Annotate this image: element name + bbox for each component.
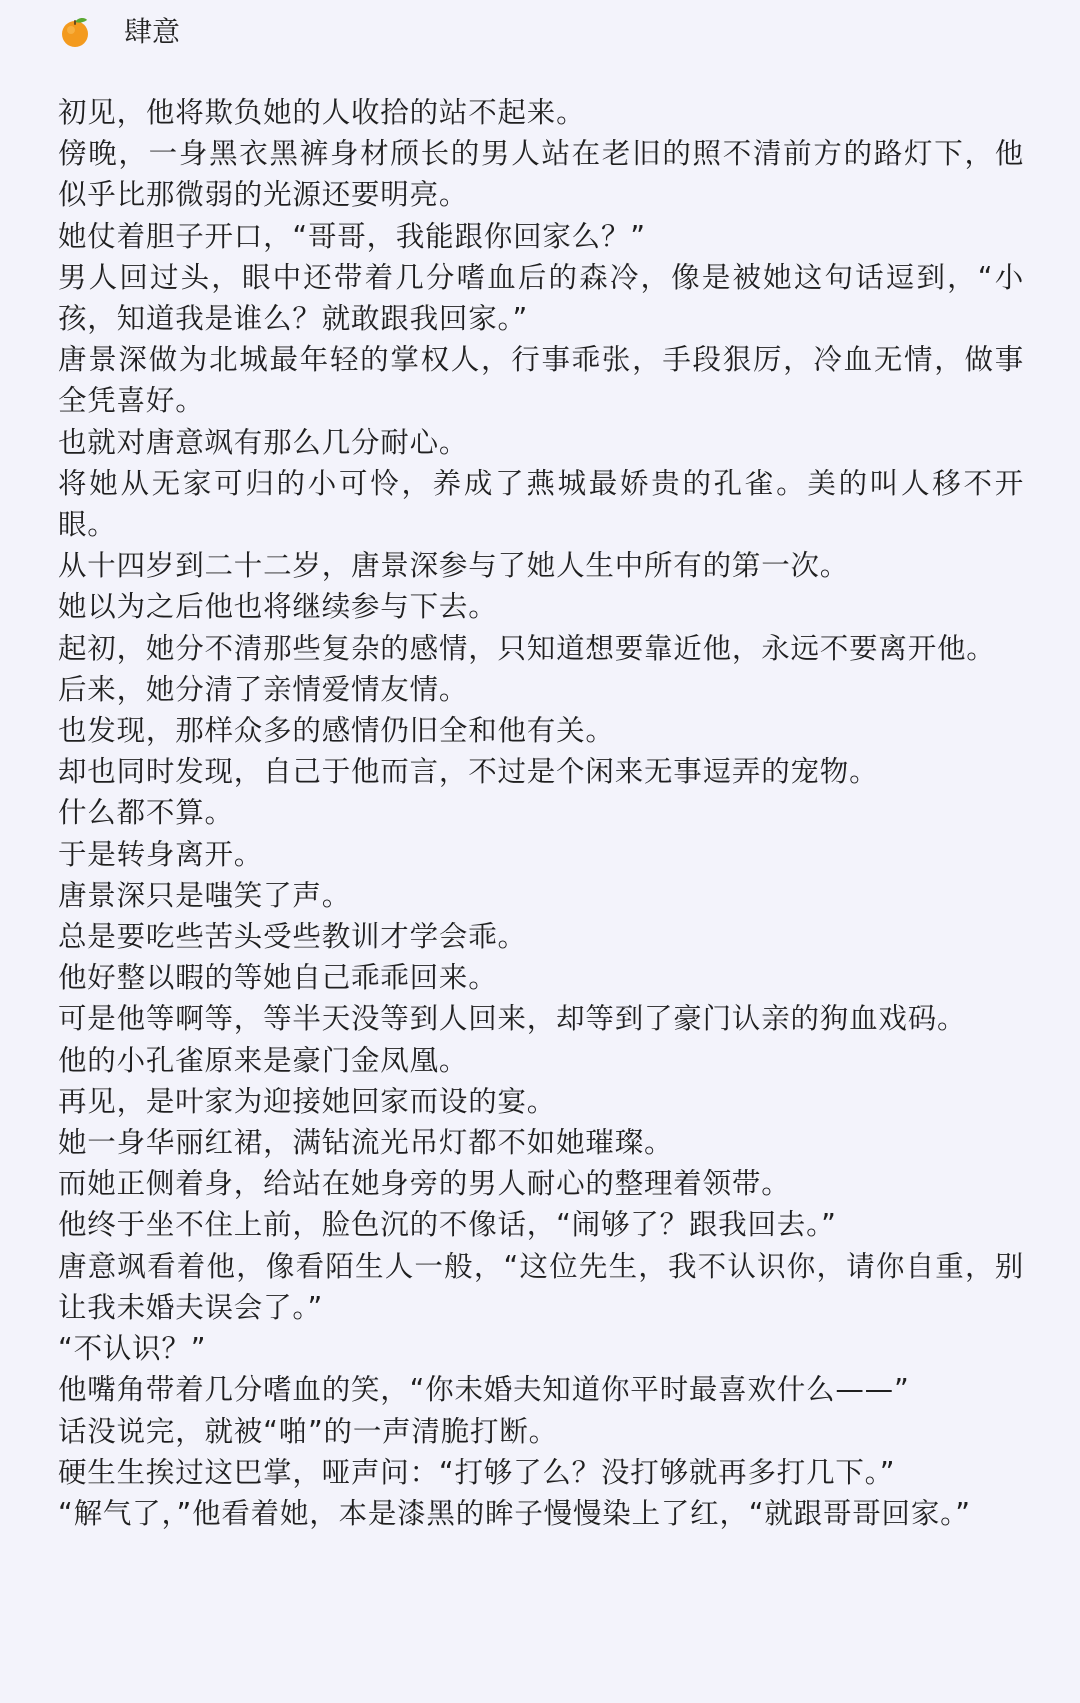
paragraph: 他终于坐不住上前，脸色沉的不像话，“闹够了？跟我回去。” — [58, 1208, 837, 1242]
paragraph: 唐景深只是嗤笑了声。 — [58, 878, 352, 912]
paragraph: 硬生生挨过这巴掌，哑声问：“打够了么？没打够就再多打几下。” — [58, 1455, 896, 1489]
paragraph: 而她正侧着身，给站在她身旁的男人耐心的整理着领带。 — [58, 1167, 791, 1201]
paragraph: 他嘴角带着几分嗜血的笑，“你未婚夫知道你平时最喜欢什么——” — [58, 1373, 910, 1407]
paragraph: 从十四岁到二十二岁，唐景深参与了她人生中所有的第一次。 — [58, 549, 850, 583]
paragraph: 总是要吃些苦头受些教训才学会乖。 — [58, 920, 527, 954]
orange-icon — [58, 15, 92, 49]
paragraph: 唐景深做为北城最年轻的掌权人，行事乖张，手段狠厉，冷血无情，做事全凭喜好。 — [58, 343, 1024, 418]
paragraph: 傍晚，一身黑衣黑裤身材颀长的男人站在老旧的照不清前方的路灯下，他似乎比那微弱的光源还要明亮。 — [58, 137, 1024, 212]
paragraph: 他的小孔雀原来是豪门金凤凰。 — [58, 1043, 469, 1077]
paragraph: 将她从无家可归的小可怜，养成了燕城最娇贵的孔雀。美的叫人移不开眼。 — [58, 466, 1024, 542]
paragraph: 她以为之后他也将继续参与下去。 — [58, 590, 498, 624]
paragraph: 却也同时发现，自己于他而言，不过是个闲来无事逗弄的宠物。 — [58, 755, 879, 789]
paragraph: “解气了，”他看着她，本是漆黑的眸子慢慢染上了红，“就跟哥哥回家。” — [58, 1496, 971, 1530]
paragraph: “不认识？” — [58, 1332, 207, 1366]
paragraph: 唐意飒看着他，像看陌生人一般，“这位先生，我不认识你，请你自重，别让我未婚夫误会了。” — [58, 1249, 1024, 1324]
paragraph: 她一身华丽红裙，满钻流光吊灯都不如她璀璨。 — [58, 1126, 674, 1160]
paragraph: 再见，是叶家为迎接她回家而设的宴。 — [58, 1084, 557, 1118]
page-title: 肆意 — [124, 15, 181, 48]
header — [58, 12, 180, 52]
paragraph: 可是他等啊等，等半天没等到人回来，却等到了豪门认亲的狗血戏码。 — [58, 1002, 967, 1036]
paragraph: 于是转身离开。 — [58, 837, 264, 871]
paragraph: 他好整以暇的等她自己乖乖回来。 — [58, 961, 498, 995]
paragraph: 初见，他将欺负她的人收拾的站不起来。 — [58, 96, 586, 129]
paragraph: 起初，她分不清那些复杂的感情，只知道想要靠近他，永远不要离开他。 — [58, 631, 996, 665]
paragraph: 什么都不算。 — [58, 796, 234, 830]
paragraph: 男人回过头，眼中还带着几分嗜血后的森冷，像是被她这句话逗到，“小孩，知道我是谁么？就敢跟我回家。” — [58, 260, 1024, 336]
article-body — [58, 92, 1024, 1534]
paragraph: 后来，她分清了亲情爱情友情。 — [58, 672, 469, 706]
paragraph: 她仗着胆子开口，“哥哥，我能跟你回家么？” — [58, 219, 646, 253]
paragraph: 话没说完，就被“啪”的一声清脆打断。 — [58, 1414, 558, 1448]
paragraph: 也就对唐意飒有那么几分耐心。 — [58, 425, 469, 459]
paragraph: 也发现，那样众多的感情仍旧全和他有关。 — [58, 714, 615, 748]
